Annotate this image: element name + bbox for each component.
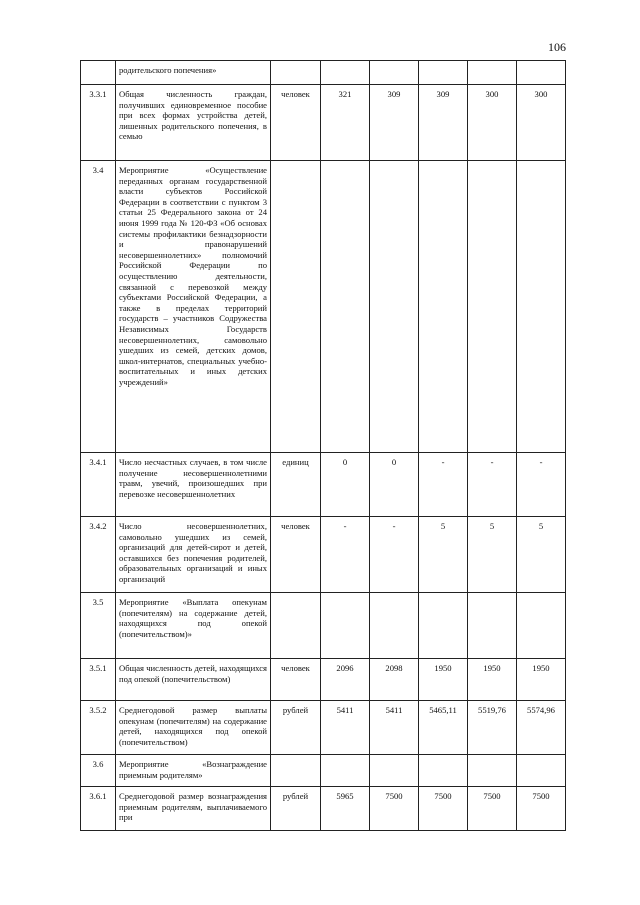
row-number: 3.4	[81, 161, 116, 453]
indicators-table	[80, 60, 566, 831]
row-value: 2098	[370, 659, 419, 701]
row-value: -	[321, 517, 370, 593]
row-value: 5465,11	[419, 701, 468, 755]
row-unit	[271, 161, 321, 453]
row-value: -	[370, 517, 419, 593]
row-number: 3.6	[81, 755, 116, 787]
row-unit	[271, 593, 321, 659]
row-description: Мероприятие «Выплата опекунам (попечителям) на содержание детей, находящихся под опекой (попечительством)»	[116, 593, 271, 659]
row-value	[517, 161, 566, 453]
row-value	[468, 755, 517, 787]
row-value: 5965	[321, 787, 370, 831]
row-number: 3.5	[81, 593, 116, 659]
page-number: 106	[548, 40, 566, 54]
row-description: Общая численность граждан, получивших единовременное пособие при всех формах устройства детей, лишенных родительского попечения, в семью	[116, 85, 271, 161]
row-value	[370, 161, 419, 453]
row-description: Мероприятие «Вознаграждение приемным родителям»	[116, 755, 271, 787]
row-unit: человек	[271, 517, 321, 593]
row-number: 3.4.2	[81, 517, 116, 593]
row-value: 0	[321, 453, 370, 517]
row-value: -	[517, 453, 566, 517]
table-row	[81, 161, 566, 453]
row-unit: единиц	[271, 453, 321, 517]
table-row	[81, 517, 566, 593]
row-value: 309	[419, 85, 468, 161]
row-value: -	[468, 453, 517, 517]
row-value: 0	[370, 453, 419, 517]
row-value: 5	[517, 517, 566, 593]
row-description: родительского попечения»	[116, 61, 271, 85]
table-row	[81, 701, 566, 755]
row-value: 2096	[321, 659, 370, 701]
row-value	[419, 61, 468, 85]
row-unit	[271, 755, 321, 787]
row-description: Число несовершеннолетних, самовольно ушедших из семей, организаций для детей-сирот и детей, оставшихся без попечения родителей, образовательных организаций и иных организаций	[116, 517, 271, 593]
row-value: 1950	[517, 659, 566, 701]
row-value: 5574,96	[517, 701, 566, 755]
row-value	[321, 161, 370, 453]
row-value	[321, 755, 370, 787]
row-description: Мероприятие «Осуществление переданных органам государственной власти субъектов Российской Федерации в соответствии с пунктом 3 статьи 25 Федерального закона от 24 июня 1999 года № 120-ФЗ «Об основах системы профилактики безнадзорности и правонарушений несовершеннолетних» полномочий Российской Федерации по осуществлению деятельности, связанной с перевозкой между субъектами Российской Федерации, а также в пределах территорий государств – участников Содружества Независимых Государств несовершеннолетних, самовольно ушедших из семей, детских домов, школ-интернатов, специальных учебно-воспитательных и иных детских учреждений»	[116, 161, 271, 453]
row-unit: рублей	[271, 701, 321, 755]
table-row	[81, 787, 566, 831]
row-description: Число несчастных случаев, в том числе получение несовершеннолетними травм, увечий, произошедших при перевозке несовершеннолетних	[116, 453, 271, 517]
row-number: 3.4.1	[81, 453, 116, 517]
row-value: 7500	[517, 787, 566, 831]
row-value: 309	[370, 85, 419, 161]
row-value	[370, 593, 419, 659]
row-description: Общая численность детей, находящихся под опекой (попечительством)	[116, 659, 271, 701]
row-unit	[271, 61, 321, 85]
table-body	[81, 61, 566, 831]
row-value: 7500	[370, 787, 419, 831]
table-row	[81, 659, 566, 701]
row-value	[370, 755, 419, 787]
table-row	[81, 61, 566, 85]
row-number: 3.5.2	[81, 701, 116, 755]
row-value: 300	[517, 85, 566, 161]
row-number: 3.3.1	[81, 85, 116, 161]
row-value	[419, 755, 468, 787]
row-value: 5	[419, 517, 468, 593]
row-value: 5	[468, 517, 517, 593]
row-value	[468, 61, 517, 85]
row-value: -	[419, 453, 468, 517]
table-row	[81, 755, 566, 787]
row-value: 7500	[419, 787, 468, 831]
row-value: 7500	[468, 787, 517, 831]
row-value	[517, 593, 566, 659]
row-value	[468, 161, 517, 453]
row-value	[517, 755, 566, 787]
row-number	[81, 61, 116, 85]
row-number: 3.6.1	[81, 787, 116, 831]
row-unit: рублей	[271, 787, 321, 831]
row-unit: человек	[271, 85, 321, 161]
row-value: 5519,76	[468, 701, 517, 755]
row-value	[419, 161, 468, 453]
row-number: 3.5.1	[81, 659, 116, 701]
row-unit: человек	[271, 659, 321, 701]
row-value	[419, 593, 468, 659]
table-row	[81, 453, 566, 517]
row-value: 1950	[468, 659, 517, 701]
row-value: 300	[468, 85, 517, 161]
row-value	[468, 593, 517, 659]
row-value	[321, 61, 370, 85]
row-value: 1950	[419, 659, 468, 701]
row-value	[517, 61, 566, 85]
row-value: 5411	[321, 701, 370, 755]
table-row	[81, 593, 566, 659]
row-description: Среднегодовой размер вознаграждения приемным родителям, выплачиваемого при	[116, 787, 271, 831]
row-value: 5411	[370, 701, 419, 755]
row-value	[321, 593, 370, 659]
row-value: 321	[321, 85, 370, 161]
table-row	[81, 85, 566, 161]
row-description: Среднегодовой размер выплаты опекунам (попечителям) на содержание детей, находящихся под опекой (попечительством)	[116, 701, 271, 755]
row-value	[370, 61, 419, 85]
